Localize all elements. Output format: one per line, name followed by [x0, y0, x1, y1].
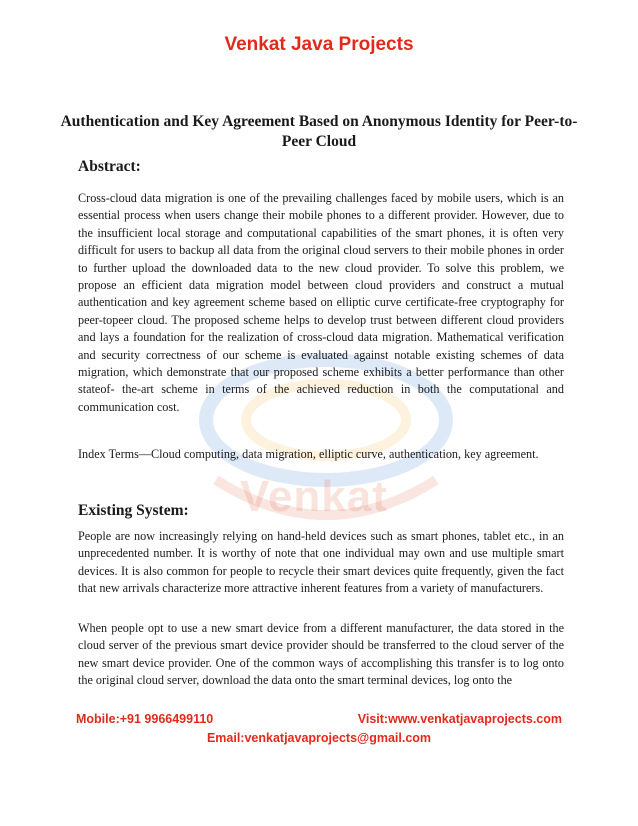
footer-website-link[interactable]: Visit:www.venkatjavaprojects.com: [357, 712, 562, 726]
existing-system-heading: Existing System:: [78, 502, 189, 519]
footer-mobile: Mobile:+91 9966499110: [76, 712, 214, 726]
existing-system-paragraph-1: People are now increasingly relying on hand-held devices such as smart phones, tablet etc., in an unprecedented number. It is worthy of note that one individual may own and use multiple smart devices. It is also common for people to recycle their smart devices quite frequently, given the fact that new arrivals characterize more attractive inherent features from a variety of manufacturers.: [78, 529, 564, 596]
existing-system-paragraph-2: When people opt to use a new smart device from a different manufacturer, the data stored in the cloud server of the previous smart device provider should be transferred to the cloud server of the new smart device provider. One of the common ways of accomplishing this transfer is to log onto the original cloud server, download the data onto the smart terminal devices, log onto the: [78, 621, 564, 688]
watermark-text: Venkat: [240, 472, 388, 521]
abstract-heading: Abstract:: [78, 158, 141, 175]
index-terms: Index Terms—Cloud computing, data migration, elliptic curve, authentication, key agreement.: [78, 447, 539, 461]
document-title: Authentication and Key Agreement Based on Anonymous Identity for Peer-to-Peer Cloud: [60, 113, 578, 150]
abstract-paragraph: Cross-cloud data migration is one of the prevailing challenges faced by mobile users, which is an essential process when users change their mobile phones to a different provider. However, due to the insufficient local storage and computational capabilities of the smart phones, it is often very difficult for users to backup all data from the original cloud servers to their mobile phones in order to further upload the downloaded data to the new cloud provider. To solve this problem, we propose an efficient data migration model between cloud providers and construct a mutual authentication and key agreement scheme based on elliptic curve certificate-free cryptography for peer-topeer cloud. The proposed scheme helps to develop trust between different cloud providers and lays a foundation for the realization of cross-cloud data migration. Mathematical verification and security correctness of our scheme is evaluated against notable existing schemes of data migration, which demonstrate that our proposed scheme exhibits a better performance than other stateof- the-art scheme in terms of the achieved reduction in both the computational and communication cost.: [78, 191, 564, 414]
brand-header: Venkat Java Projects: [224, 34, 414, 55]
footer-email-link[interactable]: Email:venkatjavaprojects@gmail.com: [206, 731, 432, 745]
